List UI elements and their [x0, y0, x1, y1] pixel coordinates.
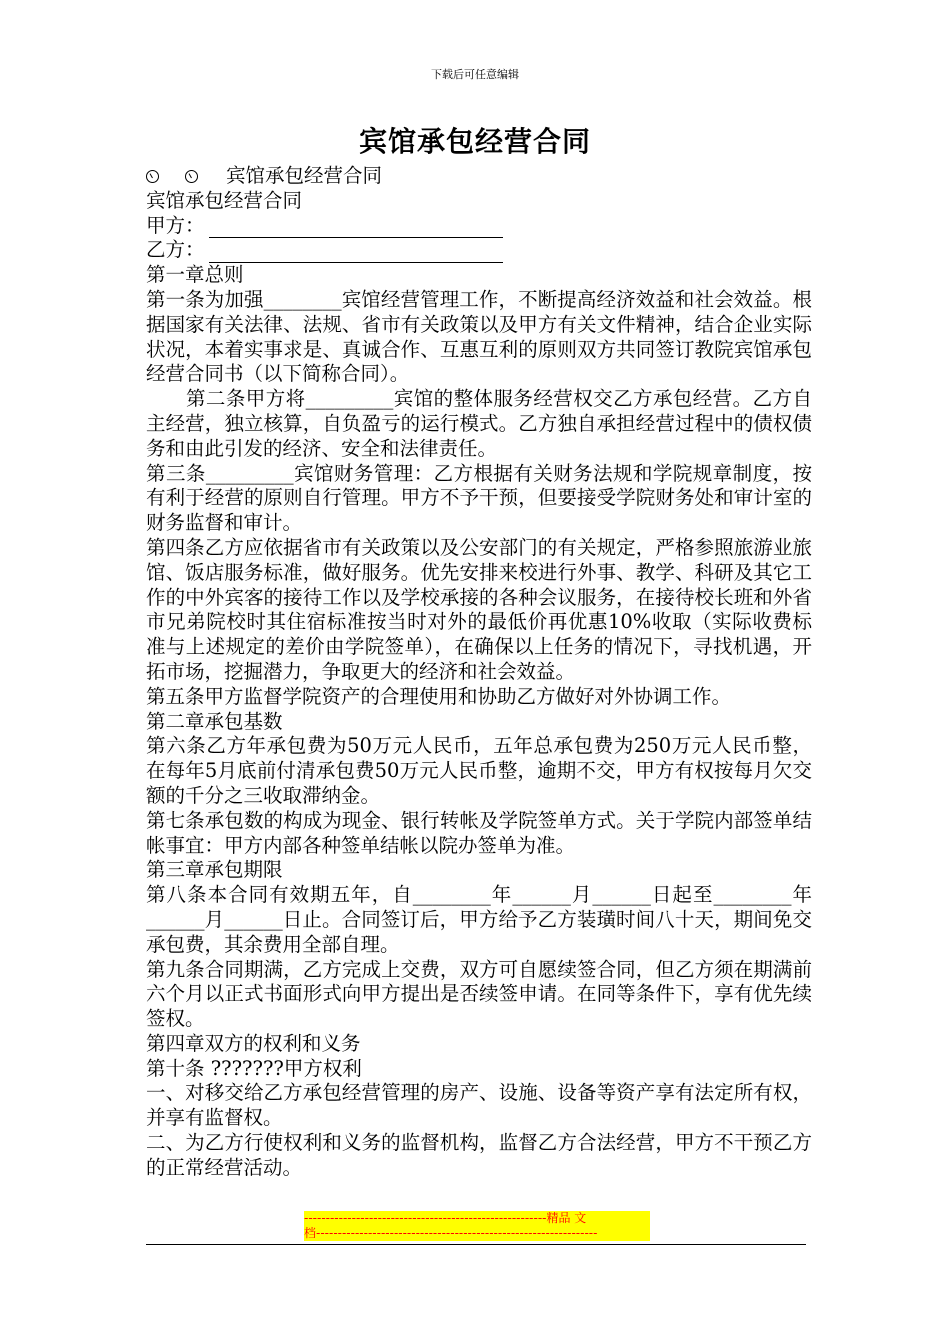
- document-body: [146, 164, 812, 1181]
- article-7: 第七条承包数的构成为现金、银行转帐及学院签单方式。关于学院内部签单结帐事宜：甲方内部各种签单结帐以院办签单为准。: [146, 808, 812, 857]
- clause-2: 二、为乙方行使权利和义务的监督机构，监督乙方合法经营，甲方不干预乙方的正常经营活动。: [146, 1131, 812, 1179]
- document-title: 宾馆承包经营合同: [358, 125, 591, 158]
- article-5: 第五条甲方监督学院资产的合理使用和协助乙方做好对外协调工作。: [146, 684, 732, 708]
- clock-icon: [146, 170, 159, 183]
- subtitle: 宾馆承包经营合同: [146, 188, 303, 212]
- footer-rule: [146, 1244, 806, 1245]
- article-4: 第四条乙方应依据省市有关政策以及公安部门的有关规定，严格参照旅游业旅馆、饭店服务标准，做好服务。优先安排来校进行外事、教学、科研及其它工作的中外宾客的接待工作以及学校承接的各种会议服务，在接待校长班和外省市兄弟院校时其住宿标准按当时对外的最低价再优惠10%收取（实际收费标准与上述规定的差价由学院签单），在确保以上任务的情况下，寻找机遇，开拓市场，挖掘潜力，争取更大的经济和社会效益。: [146, 535, 812, 683]
- article-9: 第九条合同期满，乙方完成上交费，双方可自愿续签合同，但乙方须在期满前六个月以正式书面形式向甲方提出是否续签申请。在同等条件下，享有优先续签权。: [146, 957, 812, 1031]
- party-a-blank: [209, 219, 503, 238]
- chapter-3-heading: 第三章承包期限: [146, 858, 283, 882]
- article-3: 第三条_________宾馆财务管理：乙方根据有关财务法规和学院规章制度，按有利于经营的原则自行管理。甲方不予干预，但要接受学院财务处和审计室的财务监督和审计。: [146, 461, 812, 535]
- article-6: 第六条乙方年承包费为50万元人民币，五年总承包费为250万元人民币整，在每年5月底前付清承包费50万元人民币整，逾期不交，甲方有权按每月欠交额的千分之三收取滞纳金。: [146, 734, 812, 807]
- article-2: 第二条甲方将_________宾馆的整体服务经营权交乙方承包经营。乙方自主经营，独立核算，自负盈亏的运行模式。乙方独自承担经营过程中的债权债务和由此引发的经济、安全和法律责任。: [146, 387, 812, 460]
- clock-icon: [185, 170, 198, 183]
- article-8: 第八条本合同有效期五年，自________年______月______日起至________年______月______日止。合同签订后，甲方给予乙方装璜时间八十天，期间免交承包费，其余费用全部自理。: [146, 883, 812, 956]
- article-1: 第一条为加强________宾馆经营管理工作，不断提高经济效益和社会效益。根据国家有关法律、法规、省市有关政策以及甲方有关文件精神，结合企业实际状况，本着实事求是、真诚合作、互惠互利的原则双方共同签订教院宾馆承包经营合同书（以下简称合同）。: [146, 287, 812, 386]
- icon-line: [146, 164, 812, 189]
- chapter-1-heading: 第一章总则: [146, 263, 244, 287]
- clause-1: 一、对移交给乙方承包经营管理的房产、设施、设备等资产享有法定所有权，并享有监督权。: [146, 1081, 812, 1130]
- footer-watermark-line-1: --------------------------------------------------------精品 文: [304, 1211, 650, 1226]
- footer-watermark-line-2: 档-----------------------------------------------------------------: [304, 1226, 650, 1241]
- article-10: 第十条 ???????甲方权利: [146, 1056, 362, 1080]
- party-a-label: 甲方：: [146, 213, 205, 237]
- party-b-label: 乙方：: [146, 238, 205, 262]
- chapter-4-heading: 第四章双方的权利和义务: [146, 1031, 361, 1055]
- party-a-line: [146, 214, 812, 239]
- party-b-blank: [209, 244, 503, 263]
- party-b-line: [146, 238, 812, 263]
- icon-line-text: 宾馆承包经营合同: [226, 164, 383, 187]
- chapter-2-heading: 第二章承包基数: [146, 709, 283, 733]
- header-note: 下载后可任意编辑: [431, 68, 519, 81]
